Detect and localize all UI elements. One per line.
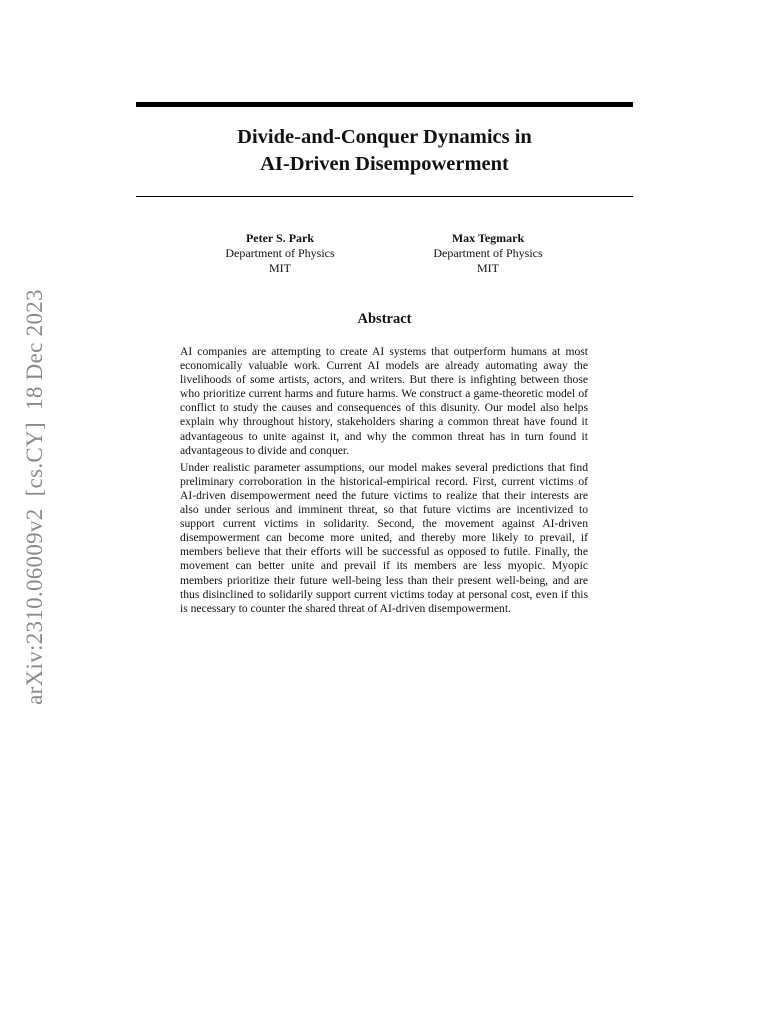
author-department: Department of Physics — [433, 246, 543, 260]
arxiv-identifier-stamp — [22, 289, 48, 705]
title-top-rule — [136, 102, 633, 107]
arxiv-identifier-text: arXiv:2310.06009v2 [cs.CY] 18 Dec 2023 — [22, 289, 47, 705]
author-institution: MIT — [477, 261, 499, 275]
paper-title-line-2: AI-Driven Disempowerment — [260, 153, 509, 175]
author-name: Peter S. Park — [245, 231, 315, 245]
abstract-paragraph-2: Under realistic parameter assumptions, our model makes several predictions that find preliminary corroboration in the historical-empirical record. First, current victims of AI-driven disempowerment need the future victims to realize that their interests are also under serious and imminent threat, so that future victims are incentivized to support current victims in solidarity. Second, the movement against AI-driven disempowerment can become more united, and thereby more likely to prevail, if members believe that their efforts will be successful as opposed to futile. Finally, the movement can better unite and prevail if its members are less myopic. Myopic members prioritize their future well-being less than their present well-being, and are thus disinclined to solidarily support current victims today at personal cost, even if this is necessary to counter the shared threat of AI-driven disempowerment. — [180, 460, 588, 615]
paper-title-line-1: Divide-and-Conquer Dynamics in — [237, 126, 532, 148]
author-block-tegmark — [388, 231, 588, 276]
author-department: Department of Physics — [225, 246, 335, 260]
paper-title — [136, 124, 633, 178]
abstract-paragraph-1: AI companies are attempting to create AI systems that outperform humans at most economically valuable work. Current AI models are already automating away the livelihoods of some artists, actors, and writers. But there is infighting between those who prioritize current harms and future harms. We construct a game-theoretic model of conflict to study the causes and consequences of this disunity. Our model also helps explain why throughout history, stakeholders sharing a common threat have found it advantageous to unite against it, and why the common threat has in turn found it advantageous to divide and conquer. — [180, 345, 588, 457]
abstract-body — [180, 345, 588, 619]
author-name: Max Tegmark — [451, 231, 525, 245]
author-institution: MIT — [269, 261, 291, 275]
abstract-heading: Abstract — [357, 311, 412, 327]
author-block-park — [180, 231, 380, 276]
title-bottom-rule — [136, 196, 633, 197]
